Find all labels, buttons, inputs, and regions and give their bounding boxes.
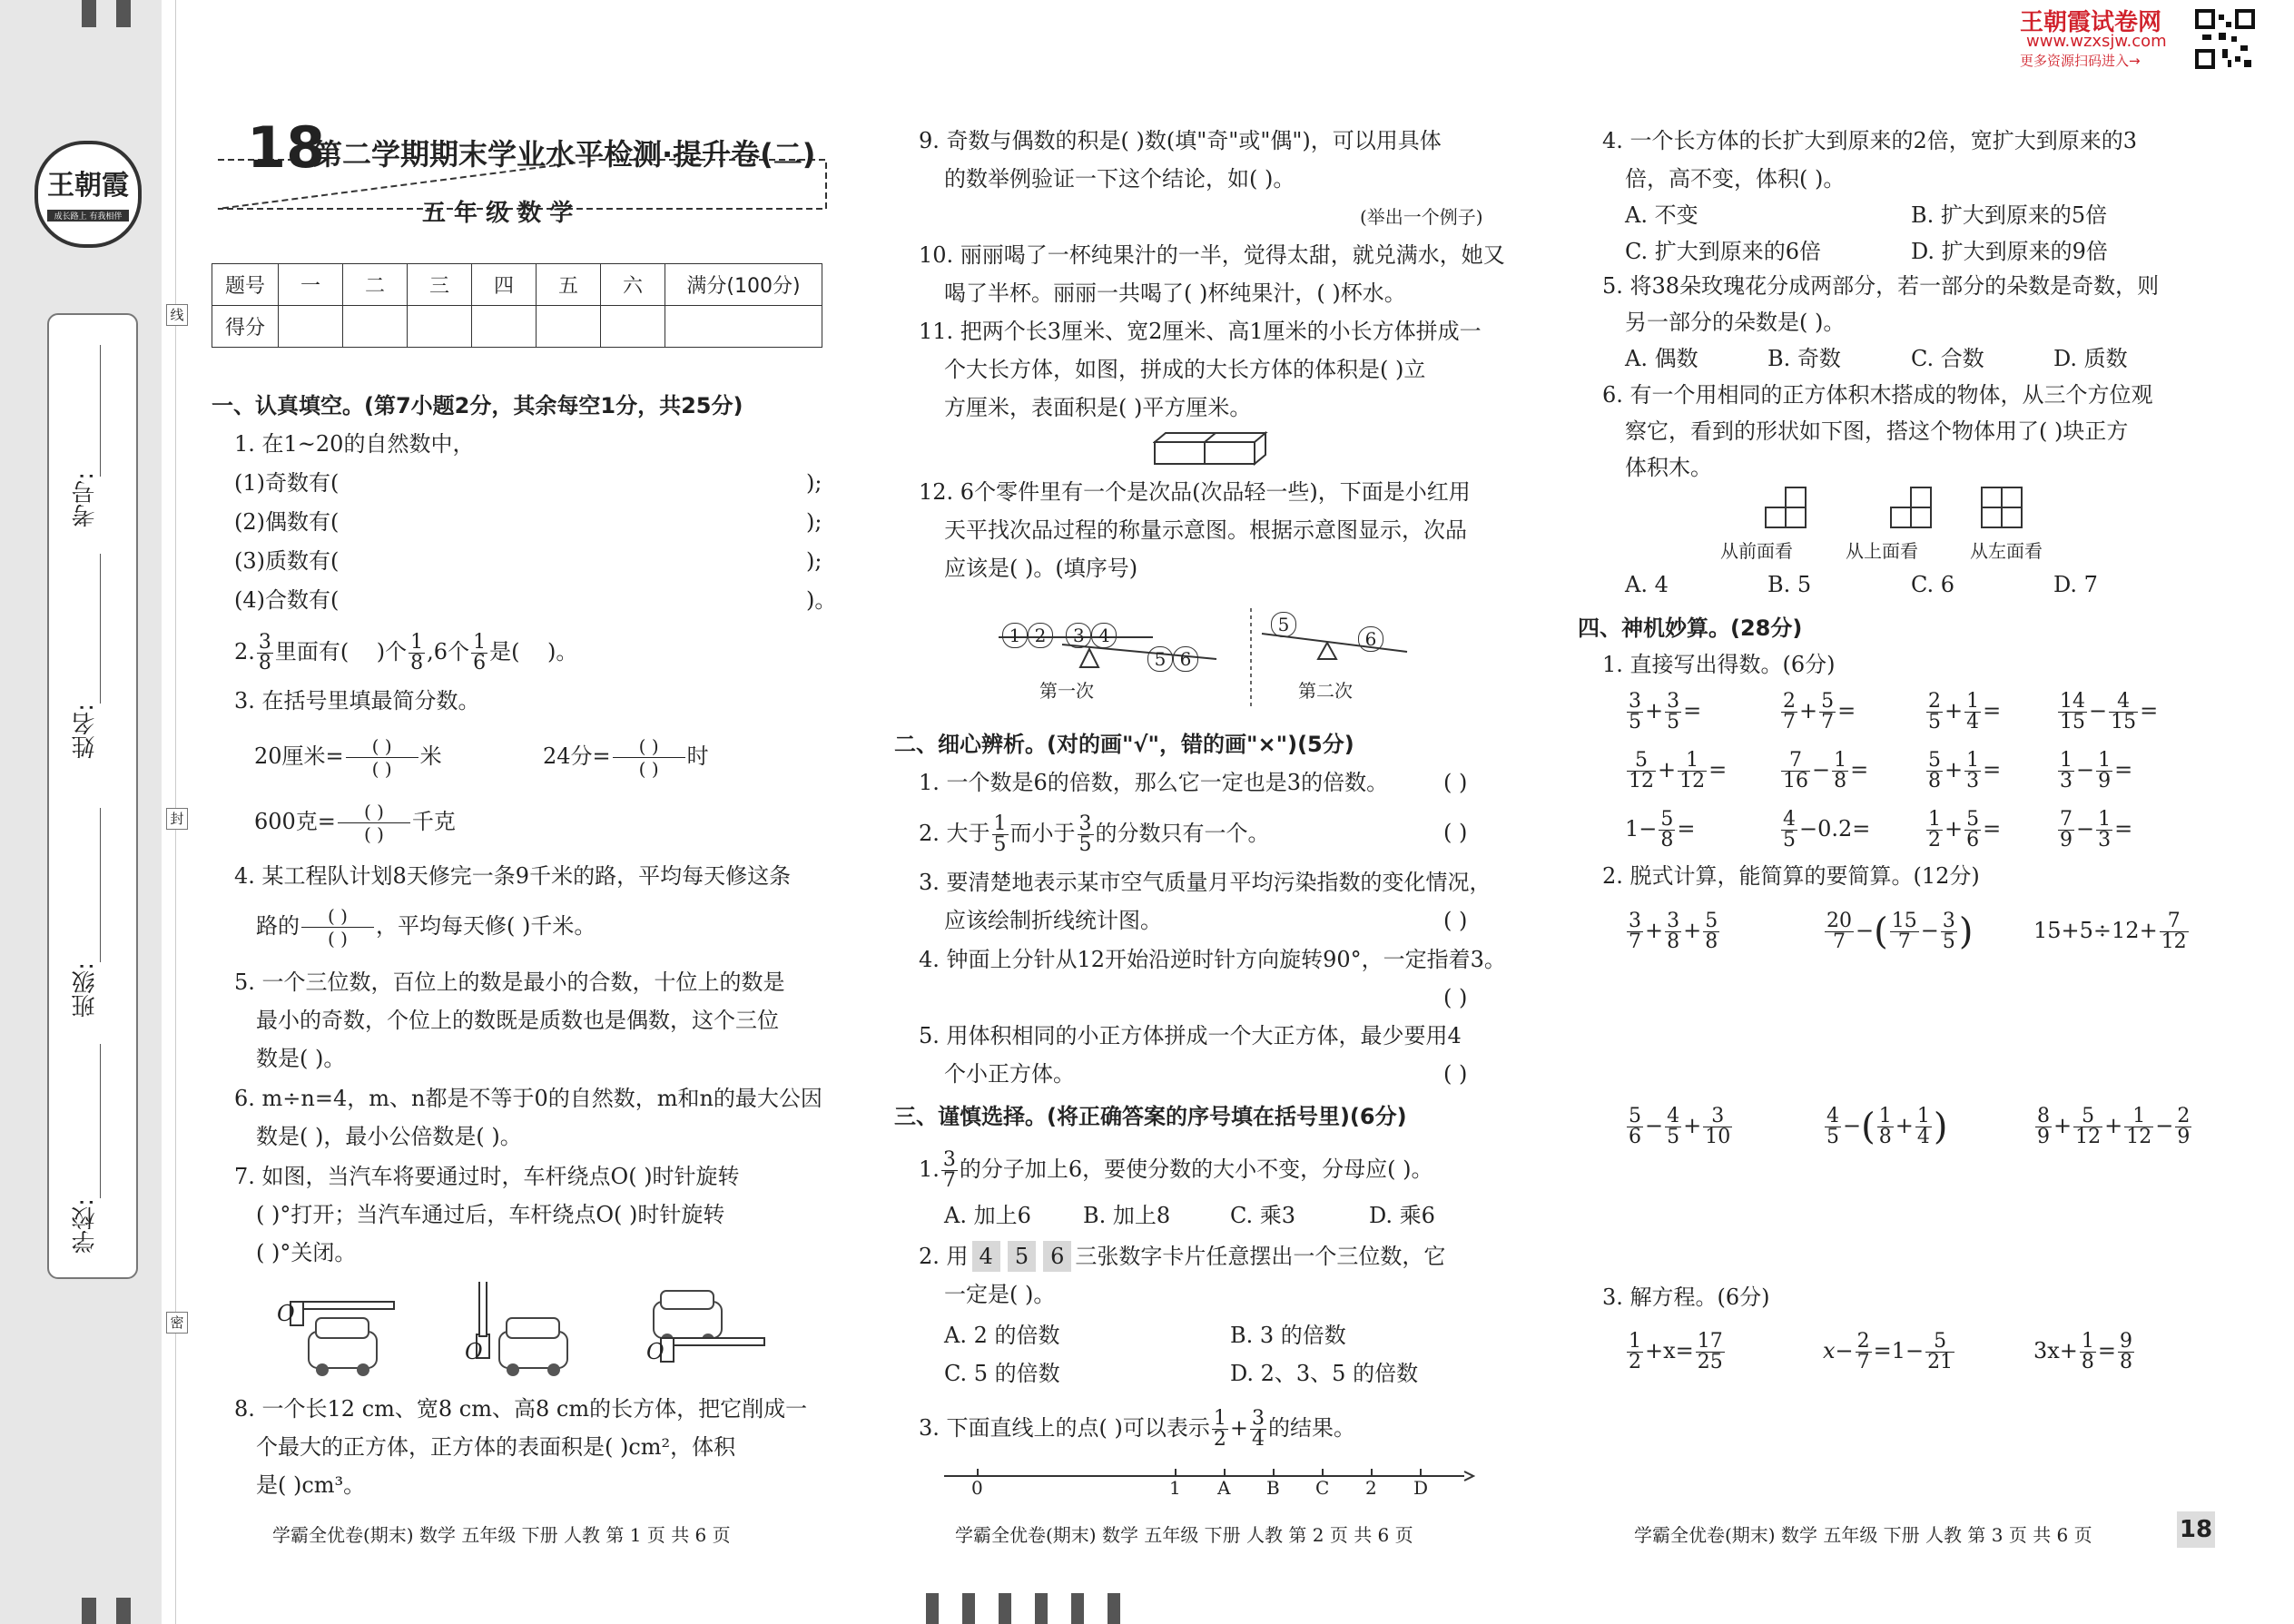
c3-q5-line: 5. 将38朵玫瑰花分成两部分，若一部分的朵数是奇数，则 [1602,273,2160,299]
q9-note: (举出一个例子) [1360,206,1483,228]
judge-q5: 个小正方体。 [944,1061,1075,1087]
direct-calc-item: $\frac{3}{5}$ + $\frac{3}{5}$ = [1629,690,1702,733]
s4-q2: 2. 脱式计算，能简算的要简算。(12分) [1602,863,1980,889]
number-line-label: C [1315,1477,1330,1499]
logo-text: 王朝霞 [47,170,129,202]
q6-line: 6. m÷n=4，m、n都是不等于0的自然数，m和n的最大公因 [234,1086,822,1111]
q1-end: ); [806,470,822,496]
choice-option[interactable]: C. 6 [1911,572,1955,597]
score-table [212,263,822,348]
qr-code-icon[interactable] [2195,9,2255,69]
q1-item: (3)质数有( [234,548,340,574]
score-cell[interactable] [408,306,472,348]
q4-line1: 4. 某工程队计划8天修完一条9千米的路，平均每天修这条 [234,863,792,889]
balance1-left: 1 2 3 4 [1002,623,1117,648]
score-header: 六 [601,264,665,306]
page-number-badge: 18 [2177,1511,2215,1548]
q4-line2: 路的 ( ) ( ) ，平均每天修( )千米。 [256,905,596,950]
choice-option[interactable]: D. 7 [2053,572,2098,597]
bottom-mark [1071,1593,1084,1624]
page-title: 第二学期期末学业水平检测·提升卷(二) [313,137,816,172]
number-line-label: 1 [1169,1477,1181,1499]
choice-option[interactable]: D. 2、3、5 的倍数 [1230,1361,1419,1386]
section4-heading: 四、神机妙算。(28分) [1578,615,1803,641]
score-header: 三 [408,264,472,306]
choice-option[interactable]: A. 加上6 [944,1203,1031,1228]
q11-line: 11. 把两个长3厘米、宽2厘米、高1厘米的小长方体拼成一 [919,319,1482,344]
footer-page1: 学霸全优卷(期末) 数学 五年级 下册 人教 第 1 页 共 6 页 [272,1524,731,1546]
choice-option[interactable]: B. 扩大到原来的5倍 [1911,202,2108,228]
q12-line: 12. 6个零件里有一个是次品(次品轻一些)，下面是小红用 [919,479,1471,505]
logo-sub: 成长路上 有我相伴 [47,210,129,221]
direct-calc-item: $\frac{2}{7}$ + $\frac{5}{7}$ = [1783,690,1856,733]
choice-option[interactable]: B. 5 [1767,572,1812,597]
barrier-car-1 [290,1302,394,1376]
balance-caption-2: 第二次 [1298,680,1353,702]
exam-number-label: 考号: [72,472,99,527]
number-line-label: 2 [1365,1477,1377,1499]
top-bar-1 [82,0,96,27]
q1-text: 1. 在1~20的自然数中， [234,431,475,457]
bottom-bar-1 [82,1598,96,1624]
q11-line: 个大长方体，如图，拼成的大长方体的体积是( )立 [944,357,1426,382]
q7-line: ( )°打开；当汽车通过后，车杆绕点O( )时针旋转 [256,1202,725,1227]
choice-option[interactable]: B. 奇数 [1767,346,1841,371]
score-row-label: 得分 [212,306,279,348]
choice-option[interactable]: C. 合数 [1911,346,1984,371]
choice-q1: 1. $\frac{3}{7}$ 的分子加上6，要使分数的大小不变，分母应( )。 [919,1148,1433,1192]
exam-number-field[interactable] [100,345,101,477]
q5-line: 最小的奇数，个位上的数既是质数也是偶数，这个三位 [256,1008,779,1033]
choice-option[interactable]: D. 乘6 [1369,1203,1435,1228]
three-views-figure [1729,486,2029,533]
q7-line: ( )°关闭。 [256,1240,357,1265]
q6-line: 数是( )，最小公倍数是( )。 [256,1124,522,1149]
c3-q4-line: 倍，高不变，体积( )。 [1625,166,1846,192]
view-caption: 从左面看 [1970,540,2043,562]
s4-q1: 1. 直接写出得数。(6分) [1602,652,1836,677]
footer-page2: 学霸全优卷(期末) 数学 五年级 下册 人教 第 2 页 共 6 页 [955,1524,1413,1546]
direct-calc-item: $\frac{1}{2}$ + $\frac{5}{6}$ = [1928,808,2002,851]
q1-item: (2)偶数有( [234,509,340,535]
class-field[interactable] [100,808,101,962]
equation-1: $\frac{1}{2}$ +x= $\frac{17}{25}$ [1629,1330,1723,1373]
top-bar-2 [116,0,131,27]
q11-line: 方厘米，表面积是( )平方厘米。 [944,395,1252,420]
choice-option[interactable]: B. 3 的倍数 [1230,1323,1346,1348]
choice-option[interactable]: C. 扩大到原来的6倍 [1625,239,1822,264]
choice-option[interactable]: D. 质数 [2053,346,2128,371]
choice-option[interactable]: C. 5 的倍数 [944,1361,1060,1386]
brand-url[interactable]: www.wzxsjw.com [2026,32,2167,51]
score-cell[interactable] [601,306,665,348]
brand-tagline: 更多资源扫码进入→ [2020,53,2141,69]
bottom-bar-2 [116,1598,131,1624]
direct-calc-item: $\frac{14}{15}$ − $\frac{4}{15}$ = [2060,690,2159,733]
q5-line: 数是( )。 [256,1046,346,1071]
balance2-left: 5 [1271,612,1296,637]
q7-line: 7. 如图，当汽车将要通过时，车杆绕点O( )时针旋转 [234,1164,740,1189]
q1-end: )。 [806,587,837,613]
equation-2: x− $\frac{2}{7}$ =1− $\frac{5}{21}$ [1823,1330,1954,1373]
judge-answer[interactable]: ( ) [1443,908,1468,933]
equation-3: 3x+ $\frac{1}{8}$ = $\frac{9}{8}$ [2033,1330,2133,1373]
school-field[interactable] [100,1044,101,1198]
pivot-point-label: O [277,1301,295,1326]
score-cell[interactable] [472,306,537,348]
choice-option[interactable]: A. 4 [1625,572,1669,597]
balance1-right: 5 6 [1147,646,1198,672]
calc-expression-2: $\frac{20}{7}$ −( $\frac{15}{7}$ − $\frac{3}{5}$ ) [1826,910,1974,953]
brand-name: 王朝霞试卷网 [2020,9,2162,36]
judge-q3: 应该绘制折线统计图。 [944,908,1162,933]
bind-mark-seal: 封 [166,808,188,830]
barrier-car-3 [654,1291,764,1362]
q3-b: 24分= ( ) ( ) 时 [543,735,709,780]
section2-heading: 二、细心辨析。(对的画"√"，错的画"×")(5分) [894,732,1354,757]
choice-option[interactable]: A. 不变 [1625,202,1698,228]
pivot-point-label: O [646,1339,665,1364]
direct-calc-item: $\frac{4}{5}$ −0.2= [1783,808,1871,851]
section1-heading: 一、认真填空。(第7小题2分，其余每空1分，共25分) [212,393,743,418]
q1-item: (1)奇数有( [234,470,340,496]
q3-text: 3. 在括号里填最简分数。 [234,688,480,714]
score-header: 题号 [212,264,279,306]
choice-option[interactable]: C. 乘3 [1230,1203,1296,1228]
c3-q5-line: 另一部分的朵数是( )。 [1625,310,1846,335]
judge-answer[interactable]: ( ) [1443,770,1468,795]
direct-calc-item: $\frac{1}{3}$ − $\frac{1}{9}$ = [2060,749,2133,792]
number-card: 4 [972,1241,1000,1272]
score-cell[interactable] [537,306,601,348]
q3-c: 600克= ( ) ( ) 千克 [254,801,456,845]
judge-q5: 5. 用体积相同的小正方体拼成一个大正方体，最少要用4 [919,1023,1462,1048]
q12-line: 应该是( )。(填序号) [944,556,1138,581]
judge-answer[interactable]: ( ) [1443,1061,1468,1087]
q1-item: (4)合数有( [234,587,340,613]
view-caption: 从上面看 [1846,540,1918,562]
calc-expression-6: $\frac{8}{9}$ + $\frac{5}{12}$ + $\frac{1}{12}$ − $\frac{2}{9}$ [2037,1105,2191,1148]
calc-expression-4: $\frac{5}{6}$ − $\frac{4}{5}$ + $\frac{3}{10}$ [1629,1105,1731,1148]
score-header: 二 [343,264,408,306]
score-header: 满分(100分) [665,264,822,306]
q8-line: 是( )cm³。 [256,1472,366,1498]
judge-q1: 1. 一个数是6的倍数，那么它一定也是3的倍数。 [919,770,1389,795]
choice-q3: 3. 下面直线上的点( )可以表示 $\frac{1}{2}$ + $\frac{3}{4}$ 的结果。 [919,1407,1355,1451]
c3-q4-line: 4. 一个长方体的长扩大到原来的2倍，宽扩大到原来的3 [1602,128,2138,153]
q9-line: 9. 奇数与偶数的积是( )数(填"奇"或"偶")，可以用具体 [919,128,1442,153]
c3-q6-line: 6. 有一个用相同的正方体积木搭成的物体，从三个方位观 [1602,382,2153,408]
choice-option[interactable]: A. 偶数 [1625,346,1698,371]
number-line-label: D [1413,1477,1429,1499]
q5-line: 5. 一个三位数，百位上的数是最小的合数，十位上的数是 [234,969,785,995]
choice-q2: 2. 用 4 5 6 三张数字卡片任意摆出一个三位数，它 [919,1241,1445,1272]
direct-calc-item: $\frac{5}{8}$ + $\frac{1}{3}$ = [1928,749,2002,792]
barrier-car-2 [477,1282,567,1376]
calc-expression-3: 15+5÷12+ $\frac{7}{12}$ [2033,910,2187,953]
q2: 2. $\frac{3}{8}$ 里面有( )个 $\frac{1}{8}$ ,6个 $\frac{1}{6}$ 是( )。 [234,631,578,674]
score-header: 五 [537,264,601,306]
direct-calc-item: $\frac{7}{16}$ − $\frac{1}{8}$ = [1783,749,1869,792]
number-line-label: A [1217,1477,1231,1499]
choice-option[interactable]: B. 加上8 [1083,1203,1171,1228]
judge-answer[interactable]: ( ) [1443,985,1468,1010]
school-label: 学校: [72,1198,99,1254]
score-header: 一 [279,264,343,306]
choice-option[interactable]: A. 2 的倍数 [944,1323,1060,1348]
balance2-right: 6 [1358,626,1383,652]
number-line-label: B [1266,1477,1280,1499]
number-line-label: 0 [971,1477,983,1499]
barrier-illustration [272,1282,853,1386]
judge-q2: 2. 大于 $\frac{1}{5}$ 而小于 $\frac{3}{5}$ 的分数只有一个。 [919,812,1270,856]
student-info-box [47,313,138,1279]
direct-calc-item: $\frac{5}{12}$ + $\frac{1}{12}$ = [1629,749,1728,792]
calc-expression-5: $\frac{4}{5}$ −( $\frac{1}{8}$ + $\frac{1}{4}$ ) [1826,1105,1948,1148]
exam-number: 18 [247,114,326,181]
q1-end: ); [806,509,822,535]
number-line [940,1463,1475,1491]
q10-line: 10. 丽丽喝了一杯纯果汁的一半，觉得太甜，就兑满水，她又 [919,242,1505,268]
score-cell[interactable] [343,306,408,348]
q8-line: 8. 一个长12 cm、宽8 cm、高8 cm的长方体，把它削成一 [234,1396,808,1422]
score-cell[interactable] [279,306,343,348]
view-caption: 从前面看 [1720,540,1793,562]
q3-a: 20厘米= ( ) ( ) 米 [254,735,442,780]
cuboid-figure [1153,431,1271,468]
bottom-mark [962,1593,975,1624]
direct-calc-item: $\frac{7}{9}$ − $\frac{1}{3}$ = [2060,808,2133,851]
q9-line: 的数举例验证一下这个结论，如( )。 [944,166,1295,192]
q1-end: ); [806,548,822,574]
subject-subtitle: 五 年 级 数 学 [422,200,574,227]
direct-calc-item: $\frac{2}{5}$ + $\frac{1}{4}$ = [1928,690,2002,733]
c3-q6-line: 察它，看到的形状如下图，搭这个物体用了( )块正方 [1625,418,2129,444]
c3-q6-line: 体积木。 [1625,455,1712,480]
score-header: 四 [472,264,537,306]
bottom-mark [1108,1593,1120,1624]
balance-caption-1: 第一次 [1039,680,1094,702]
judge-answer[interactable]: ( ) [1443,820,1468,845]
judge-q3: 3. 要清楚地表示某市空气质量月平均污染指数的变化情况， [919,870,1492,895]
direct-calc-item: 1− $\frac{5}{8}$ = [1625,808,1696,851]
bottom-mark [999,1593,1011,1624]
choice-q2-line2: 一定是( )。 [944,1282,1056,1307]
q8-line: 个最大的正方体，正方体的表面积是( )cm²，体积 [256,1434,736,1460]
calc-expression-1: $\frac{3}{7}$ + $\frac{3}{8}$ + $\frac{5}{8}$ [1629,910,1718,953]
judge-q4: 4. 钟面上分针从12开始沿逆时针方向旋转90°，一定指着3。 [919,947,1506,972]
class-label: 班级: [72,962,99,1018]
name-field[interactable] [100,554,101,704]
s4-q3: 3. 解方程。(6分) [1602,1284,1770,1310]
bottom-mark [926,1593,939,1624]
bind-mark-secret: 密 [166,1312,188,1334]
score-cell[interactable] [665,306,822,348]
number-card: 5 [1008,1241,1036,1272]
q10-line: 喝了半杯。丽丽一共喝了( )杯纯果汁，( )杯水。 [944,281,1406,306]
bottom-mark [1035,1593,1048,1624]
choice-option[interactable]: D. 扩大到原来的9倍 [1911,239,2108,264]
footer-page3: 学霸全优卷(期末) 数学 五年级 下册 人教 第 3 页 共 6 页 [1634,1524,2092,1546]
pivot-point-label: O [465,1339,483,1364]
number-card: 6 [1043,1241,1071,1272]
q12-line: 天平找次品过程的称量示意图。根据示意图显示，次品 [944,517,1467,543]
name-label: 姓名: [72,704,99,759]
bind-mark-line: 线 [166,304,188,326]
section3-heading: 三、谨慎选择。(将正确答案的序号填在括号里)(6分) [894,1104,1407,1129]
logo-badge [34,141,142,248]
